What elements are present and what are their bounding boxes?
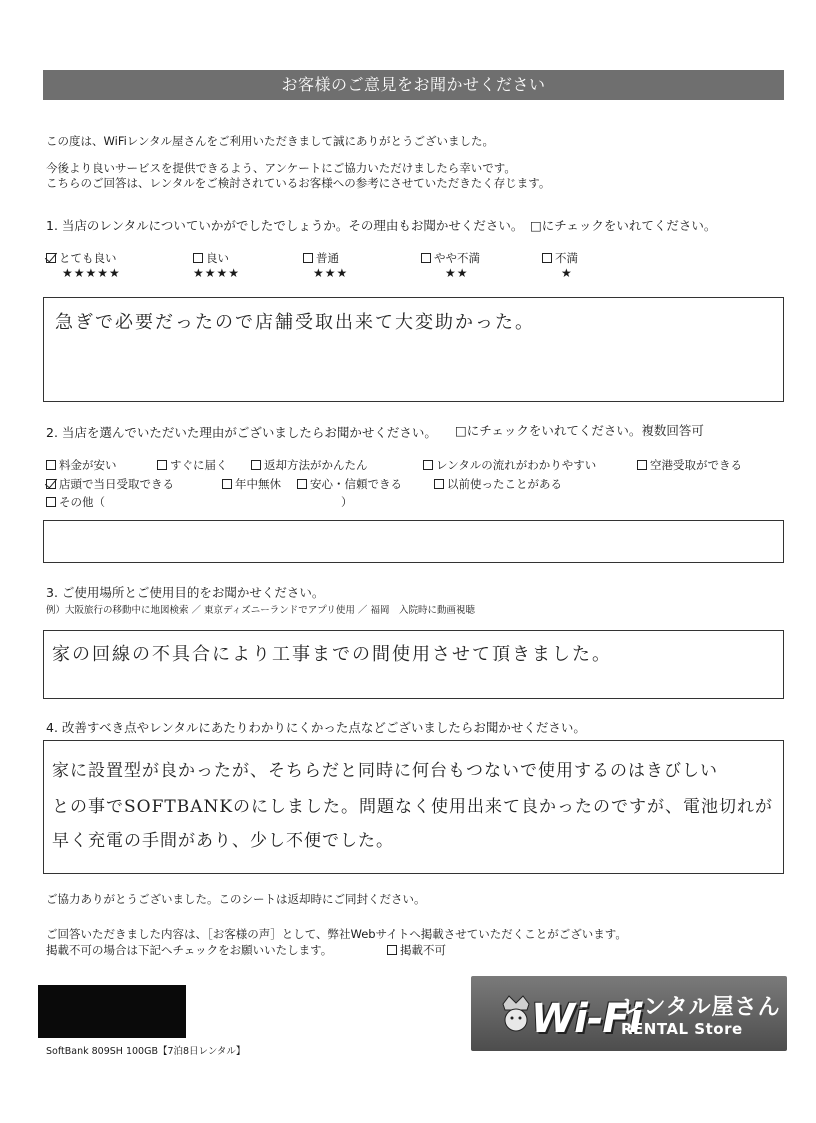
q2-option-airport-pickup[interactable]: 空港受取ができる: [637, 457, 742, 473]
rental-info: SoftBank 809SH 100GB【7泊8日レンタル】: [46, 1046, 246, 1057]
q2-answer-box[interactable]: [43, 520, 784, 563]
checkbox[interactable]: [222, 479, 232, 489]
q4-handwritten-line-1: 家に設置型が良かったが、そちらだと同時に何台もつないで使用するのはきびしい: [52, 761, 718, 781]
q1-option-average[interactable]: 普通: [303, 250, 339, 266]
q1-question: 1. 当店のレンタルについていかがでしたでしょうか。その理由もお聞かせください。: [46, 218, 524, 233]
checkbox[interactable]: [423, 460, 433, 470]
checkbox[interactable]: [637, 460, 647, 470]
checkbox[interactable]: [303, 253, 313, 263]
intro-line-3: こちらのご回答は、レンタルをご検討されているお客様への参考にさせていただきたく存じます。: [46, 176, 551, 190]
q3-handwritten-answer: 家の回線の不具合により工事までの間使用させて頂きました。: [52, 644, 612, 665]
footer-publish-line-2: 掲載不可の場合は下記へチェックをお願いいたします。: [46, 943, 333, 957]
stars-5: ★★★★★: [62, 266, 121, 280]
intro-line-1: この度は、WiFiレンタル屋さんをご利用いただきまして誠にありがとうございました。: [46, 134, 495, 148]
q2-other-close-paren: ）: [341, 495, 353, 509]
q4-handwritten-line-2: との事でSOFTBANKのにしました。問題なく使用出来て良かったのですが、電池切れが: [52, 797, 774, 817]
checkbox[interactable]: [434, 479, 444, 489]
q2-option-trust[interactable]: 安心・信頼できる: [297, 476, 402, 492]
checkbox[interactable]: [387, 945, 397, 955]
q1-instruction: □にチェックをいれてください。: [530, 218, 717, 233]
q2-instruction: □にチェックをいれてください。複数回答可: [455, 423, 704, 438]
q1-option-very-good[interactable]: とても良い: [46, 250, 117, 266]
footer-thanks: ご協力ありがとうございました。このシートは返却時にご同封ください。: [46, 892, 426, 906]
q2-option-used-before[interactable]: 以前使ったことがある: [434, 476, 562, 492]
q3-example: 例）大阪旅行の移動中に地図検索 ／ 東京ディズニーランドでアプリ使用 ／ 福岡 入院時に動画視聴: [46, 605, 475, 616]
stars-1: ★: [561, 266, 573, 280]
q2-option-open-every-day[interactable]: 年中無休: [222, 476, 281, 492]
crown-mascot-icon: [499, 994, 533, 1032]
stars-4: ★★★★: [193, 266, 241, 280]
checkbox[interactable]: [542, 253, 552, 263]
checkbox[interactable]: [46, 497, 56, 507]
q2-option-fast-delivery[interactable]: すぐに届く: [157, 457, 228, 473]
q4-question: 4. 改善すべき点やレンタルにあたりわかりにくかった点などございましたらお聞かせください。: [46, 720, 586, 735]
checkbox[interactable]: [157, 460, 167, 470]
stars-3: ★★★: [313, 266, 349, 280]
redacted-block: [38, 985, 186, 1038]
q3-question: 3. ご使用場所とご使用目的をお聞かせください。: [46, 585, 325, 600]
q2-option-other[interactable]: その他（: [46, 494, 105, 510]
logo-jp-text: レンタル屋さん: [621, 995, 781, 1020]
checkbox[interactable]: [251, 460, 261, 470]
no-publish-option[interactable]: 掲載不可: [387, 942, 446, 958]
q2-option-easy-return[interactable]: 返却方法がかんたん: [251, 457, 368, 473]
q1-option-dissatisfied[interactable]: 不満: [542, 250, 578, 266]
checkbox-checked[interactable]: [46, 253, 56, 263]
wifi-rental-logo: [471, 976, 787, 1051]
checkbox[interactable]: [46, 460, 56, 470]
q2-option-price[interactable]: 料金が安い: [46, 457, 117, 473]
page-title: お客様のご意見をお聞かせください: [43, 70, 784, 100]
stars-2: ★★: [445, 266, 469, 280]
intro-line-2: 今後より良いサービスを提供できるよう、アンケートにご協力いただけましたら幸いです。: [46, 161, 516, 175]
logo-en-text: RENTAL Store: [621, 1020, 743, 1038]
checkbox-checked[interactable]: [46, 479, 56, 489]
q2-option-store-pickup[interactable]: 店頭で当日受取できる: [46, 476, 174, 492]
q1-option-good[interactable]: 良い: [193, 250, 229, 266]
q2-question: 2. 当店を選んでいただいた理由がございましたらお聞かせください。: [46, 425, 437, 440]
checkbox[interactable]: [421, 253, 431, 263]
q1-option-somewhat-dissatisfied[interactable]: やや不満: [421, 250, 480, 266]
q2-option-easy-flow[interactable]: レンタルの流れがわかりやすい: [423, 457, 596, 473]
logo-wifi-text: Wi-Fi: [531, 996, 642, 1042]
checkbox[interactable]: [193, 253, 203, 263]
q4-handwritten-line-3: 早く充電の手間があり、少し不便でした。: [52, 831, 394, 851]
q1-handwritten-answer: 急ぎで必要だったので店舗受取出来て大変助かった。: [55, 312, 535, 333]
checkbox[interactable]: [297, 479, 307, 489]
footer-publish-line-1: ご回答いただきました内容は、［お客様の声］として、弊社Webサイトへ掲載させていただくことがございます。: [46, 927, 627, 941]
